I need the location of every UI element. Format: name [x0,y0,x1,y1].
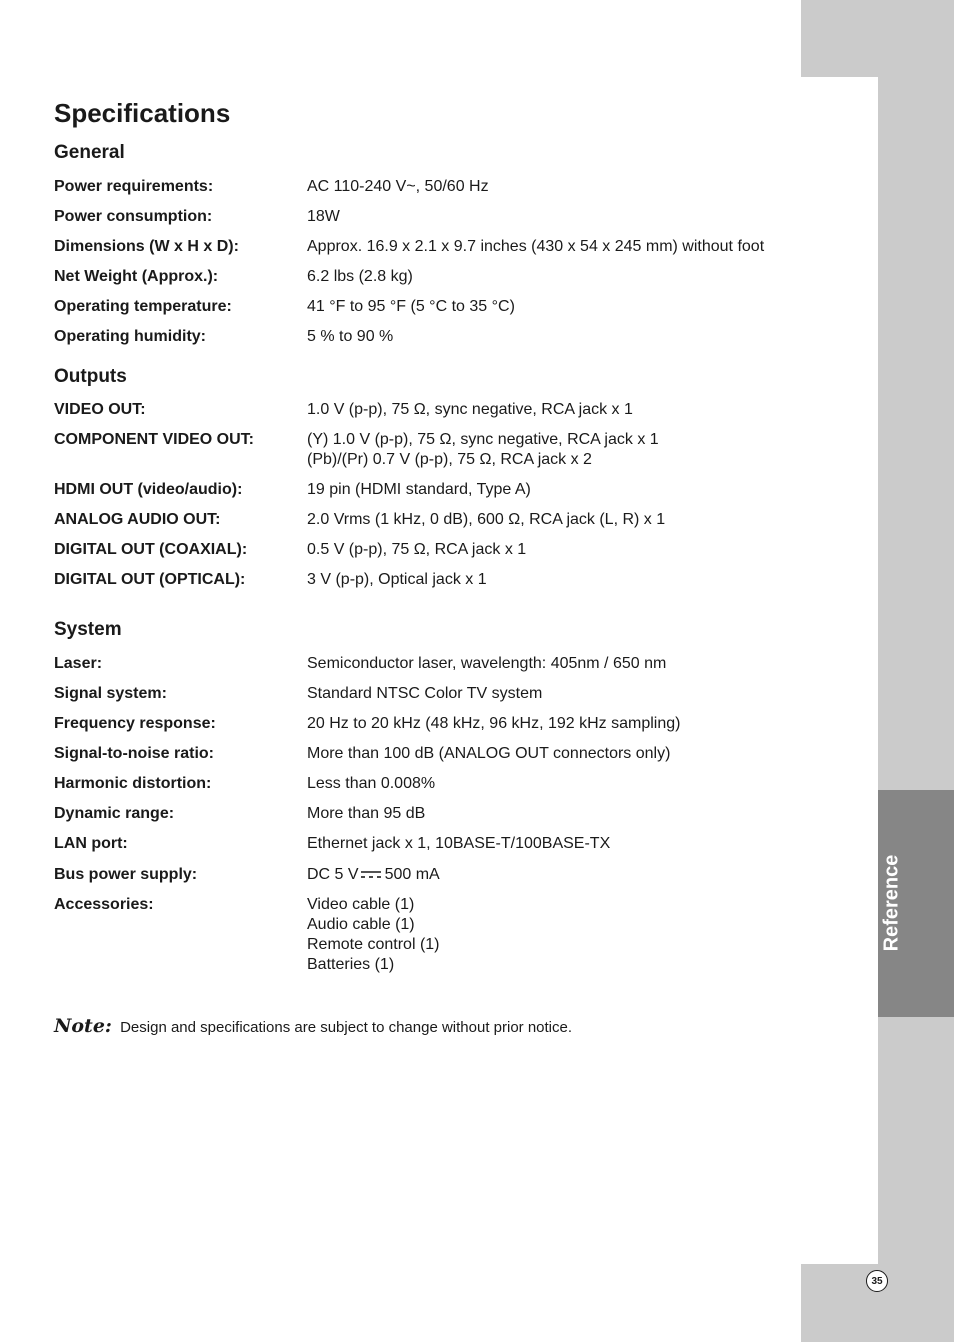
spec-label: Operating temperature: [54,298,232,315]
section-heading-general: General [54,142,125,163]
spec-value: 0.5 V (p-p), 75 Ω, RCA jack x 1 [307,541,527,558]
spec-label: Dimensions (W x H x D): [54,238,239,255]
accessory-item: Video cable (1) [307,896,415,913]
spec-value: More than 95 dB [307,805,426,822]
spec-value: Ethernet jack x 1, 10BASE-T/100BASE-TX [307,835,611,852]
spec-value: Semiconductor laser, wavelength: 405nm / 650 nm [307,655,667,672]
spec-value: 20 Hz to 20 kHz (48 kHz, 96 kHz, 192 kHz sampling) [307,715,681,732]
spec-value: 1.0 V (p-p), 75 Ω, sync negative, RCA jack x 1 [307,401,633,418]
spec-value: 6.2 lbs (2.8 kg) [307,268,413,285]
spec-label: Power requirements: [54,178,214,195]
note-label: Note: [54,1015,112,1037]
spec-label: ANALOG AUDIO OUT: [54,511,221,528]
spec-label: Dynamic range: [54,805,175,822]
spec-value-suffix: 500 mA [384,866,440,883]
spec-value: 19 pin (HDMI standard, Type A) [307,481,531,498]
section-heading-outputs: Outputs [54,366,127,387]
spec-value: AC 110-240 V~, 50/60 Hz [307,178,489,195]
spec-label: Harmonic distortion: [54,775,212,792]
page-edge-strip [878,77,954,1342]
spec-label: Net Weight (Approx.): [54,268,219,285]
spec-value: Less than 0.008% [307,775,436,792]
note-text: Design and specifications are subject to change without prior notice. [120,1019,573,1036]
spec-value-prefix: DC 5 V [307,866,359,883]
dc-current-icon [361,870,381,879]
spec-label: DIGITAL OUT (OPTICAL): [54,571,246,588]
spec-label: HDMI OUT (video/audio): [54,481,243,498]
accessory-item: Audio cable (1) [307,916,415,933]
spec-label: DIGITAL OUT (COAXIAL): [54,541,248,558]
spec-value: 5 % to 90 % [307,328,394,345]
spec-value: More than 100 dB (ANALOG OUT connectors only) [307,745,671,762]
spec-label: Frequency response: [54,715,216,732]
spec-label: VIDEO OUT: [54,401,146,418]
spec-label: COMPONENT VIDEO OUT: [54,431,255,448]
spec-value: 18W [307,208,340,225]
spec-value [307,865,440,885]
page-title: Specifications [54,98,231,128]
spec-value: 41 °F to 95 °F (5 °C to 35 °C) [307,298,515,315]
spec-label: LAN port: [54,835,128,852]
spec-label: Operating humidity: [54,328,206,345]
section-heading-system: System [54,619,122,640]
accessory-item: Batteries (1) [307,956,395,973]
page-number: 35 [866,1270,888,1292]
page-edge-top [801,0,954,77]
spec-value: 3 V (p-p), Optical jack x 1 [307,571,487,588]
spec-value-line2: (Pb)/(Pr) 0.7 V (p-p), 75 Ω, RCA jack x 2 [307,451,592,468]
section-tab-label: Reference [880,854,903,952]
spec-label: Bus power supply: [54,866,198,883]
spec-label: Signal-to-noise ratio: [54,745,214,762]
spec-value: 2.0 Vrms (1 kHz, 0 dB), 600 Ω, RCA jack (L, R) x 1 [307,511,666,528]
accessory-item: Remote control (1) [307,936,440,953]
spec-label: Laser: [54,655,103,672]
note [54,1015,572,1037]
spec-label: Power consumption: [54,208,213,225]
spec-label: Accessories: [54,896,154,913]
spec-value: (Y) 1.0 V (p-p), 75 Ω, sync negative, RCA jack x 1 [307,431,659,448]
spec-label: Signal system: [54,685,167,702]
spec-value: Approx. 16.9 x 2.1 x 9.7 inches (430 x 54 x 245 mm) without foot [307,238,765,255]
spec-value: Standard NTSC Color TV system [307,685,543,702]
